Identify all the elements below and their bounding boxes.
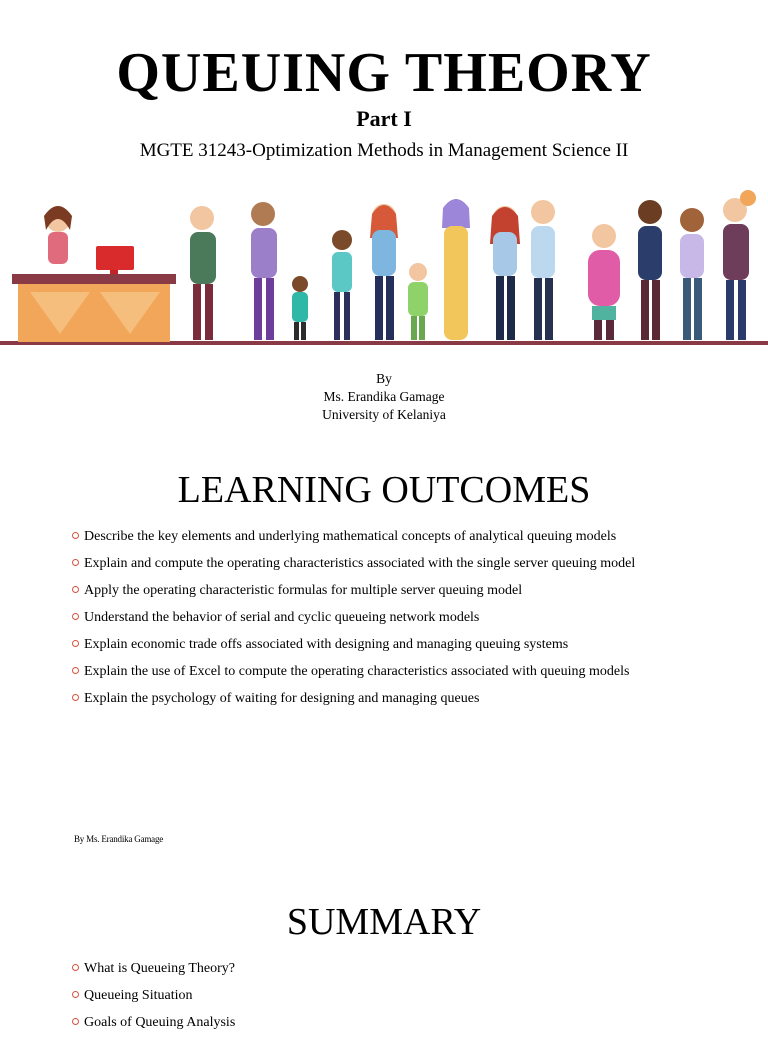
list-item: Apply the operating characteristic formulas for multiple server queuing model: [72, 582, 694, 599]
section-title: LEARNING OUTCOMES: [177, 469, 591, 511]
cash-register: [96, 246, 134, 278]
list-item: Goals of Queuing Analysis: [72, 1014, 694, 1031]
summary-list: [72, 960, 694, 1041]
list-item: Describe the key elements and underlying mathematical concepts of analytical queuing models: [72, 528, 694, 545]
part-label: Part I: [356, 106, 412, 131]
slide-footer: By Ms. Erandika Gamage: [74, 834, 164, 844]
main-title: QUEUING THEORY: [116, 42, 652, 104]
list-item: What is Queueing Theory?: [72, 960, 694, 977]
author-by: By: [376, 371, 392, 386]
author-name: Ms. Erandika Gamage: [323, 389, 445, 404]
title-slide: [0, 0, 768, 435]
author-block: [0, 370, 768, 424]
course-name: MGTE 31243-Optimization Methods in Management Science II: [139, 140, 629, 161]
author-university: University of Kelaniya: [322, 407, 446, 422]
list-item: Explain the psychology of waiting for designing and managing queues: [72, 690, 694, 707]
list-item: Explain the use of Excel to compute the operating characteristics associated with queuing models: [72, 663, 694, 680]
cashier-figure: [44, 206, 72, 264]
list-item: Explain and compute the operating characteristics associated with the single server queuing model: [72, 555, 694, 572]
queue-people: [190, 190, 756, 340]
counter-desk: [12, 274, 176, 342]
list-item: Understand the behavior of serial and cyclic queueing network models: [72, 609, 694, 626]
list-item: Explain economic trade offs associated with designing and managing queuing systems: [72, 636, 694, 653]
list-item: Queueing Situation: [72, 987, 694, 1004]
queue-illustration: [0, 188, 768, 350]
section-title: SUMMARY: [286, 901, 482, 943]
outcomes-list: [72, 528, 694, 717]
summary-slide: [0, 880, 768, 1030]
learning-outcomes-slide: [0, 440, 768, 860]
